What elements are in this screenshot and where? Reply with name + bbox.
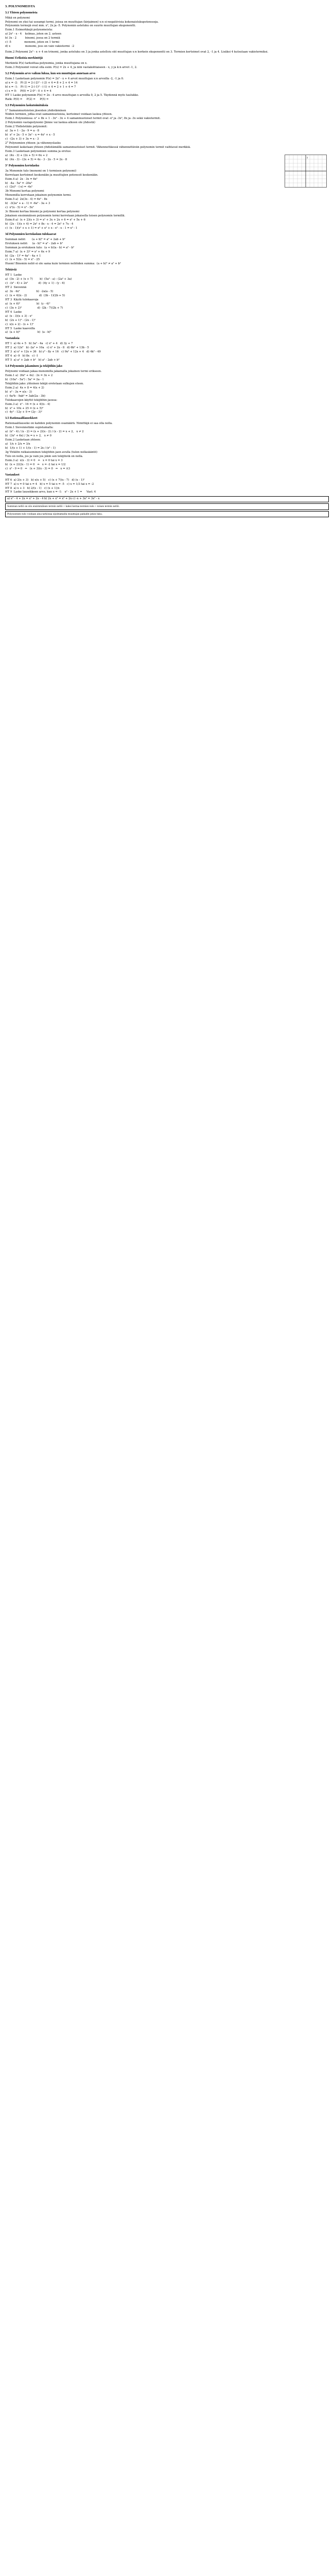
- text-line: Esim.1 Sievennetään supistamalla:: [5, 426, 54, 430]
- text-line: 1° Samanmuotoisten jäsenten yhdistäminen: [5, 109, 66, 112]
- text-line: 2° Polynomien yhteen- ja vähennyslasku: [5, 142, 61, 145]
- text-line: Polynomin termejä ovat mm. x², 2x ja -5. Polynomin asteluku on suurin muuttujan eksponentti.: [5, 24, 136, 28]
- text-line: b) (2a - 1)² = 4a² - 4a + 1: [5, 254, 41, 258]
- text-line: Niiden termien, jotka ovat samanmuotoisia, kertoimet voidaan laskea yhteen.: [5, 113, 113, 116]
- text-line: Tulo on nolla, jos ja vain jos jokin sen tekijöistä on nolla.: [5, 454, 83, 458]
- text-line: a) 1/x + 2/x = 3/x: [5, 443, 30, 446]
- section-heading: 3° Polynomien kertolasku: [5, 164, 40, 167]
- text-line: Esim.5 a) 2x(3x - 4) = 6x² - 8x: [5, 198, 47, 201]
- text-line: HT 4 a) -9 b) 8x c) -1: [5, 354, 39, 358]
- text-line: b) x² + 10x + 25 = (x + 5)²: [5, 406, 44, 410]
- sections-container: [5, 11, 329, 495]
- text-line: HT 4 Laske: [5, 310, 22, 314]
- text-line: a) (x + 6)² b) (y - 4)²: [5, 302, 50, 306]
- section-s34: [5, 104, 329, 162]
- text-line: b) x² - 3x = x(x - 3): [5, 390, 32, 394]
- text-line: c) (x + 4)(x - 2) d) (3b - 1)(2b + 5): [5, 294, 65, 298]
- text-line: 3c Binomi kertaa binomi ja polynomi kertaa polynomi: [5, 210, 80, 214]
- text-line: Esim.1 Polynomissa -x² + 8x + 1 - 3x² - 3x + 4 samanmuotoiset termit ovat -x² ja -3x², 8x ja -3x sekä vakiotermit.: [5, 117, 161, 121]
- coordinate-grid-figure: [285, 155, 327, 188]
- section-heading: 3.3 Polynomien laskutoimituksia: [5, 104, 48, 107]
- text-line: b) (2x + 1)² - (2x - 1)²: [5, 318, 36, 322]
- section-s32: [5, 56, 329, 70]
- text-line: Esim.3 a) x(x - 3) = 0 ⇔ x = 0 tai x = 3: [5, 459, 63, 462]
- text-line: HT 3 a) x² + 12x + 36 b) y² - 8y + 16 c) 9x² + 12x + 4 d) 4k² - 49: [5, 350, 101, 354]
- text-line: Esim.4 a) 2x · 3x = 6x²: [5, 177, 38, 181]
- section-heading: Tehtäviä: [5, 268, 17, 272]
- text-line: b) (x + 2)(2x - 1) = 0 ⇔ x = -2 tai x = 1/2: [5, 463, 66, 466]
- text-line: c) (3x + 2)² d) (2k - 7)(2k + 7): [5, 306, 63, 310]
- text-line: Esim.1 Lasketaan polynomin P(x) = 2x² - x + 4 arvot muuttujan x:n arvoilla -2, -1 ja 0.: [5, 77, 124, 80]
- text-line: 3b Monomi kertaa polynomi: [5, 190, 44, 193]
- text-line: b) (2x - 1)(x + 4) = 2x² + 8x - x - 4 = 2x² + 7x - 4: [5, 222, 74, 226]
- text-line: a) 3a + 1 - 2a - 9 = a - 8: [5, 129, 39, 133]
- text-line: Esim.2 Polynomi 2x³ - x + 4 on trinomi, jonka asteluku on 3 ja jonka astellsiu ekt muuttujan x:n korkein eksponentti on 3. Termien kertoimet ovat 2, -1 ja 4. Lisäksi 4 kutsutaan vakiotermiksi.: [5, 50, 269, 54]
- text-line: b) x² + 2x - 5 + 3x² - x = 4x² + x - 5: [5, 133, 55, 137]
- text-line: HT 2 Sievennä: [5, 286, 27, 290]
- section-s31: [5, 11, 329, 49]
- text-line: a) (3x - 2) + (x + 7) b) (5a² - a) - (2a² + 3a): [5, 278, 72, 281]
- text-line: Ratk: P(0) = P(2) = P(5) =: [5, 97, 49, 101]
- text-line: a) 3x · 4x² b) -2a(a - 5): [5, 290, 54, 294]
- text-line: Esim.7 a) (x + 3)² = x² + 6x + 9: [5, 250, 50, 253]
- text-line: b) (10a³ - 5a²) : 5a² = 2a - 1: [5, 378, 44, 381]
- text-line: Tulokaavojen käyttö tekijöihin jaossa:: [5, 398, 58, 402]
- text-line: Summan neliö: (a + b)² = a² + 2ab + b²: [5, 238, 65, 241]
- text-line: c) x² - 9 = 0 ⇔ (x + 3)(x - 3) = 0 ⇔ x = ±3: [5, 467, 71, 470]
- text-line: c) (x + 5)(x - 5) = x² - 25: [5, 258, 40, 262]
- section-s31b: [5, 50, 329, 55]
- section-heading: 3.4 Polynomin jakaminen ja tekijöihin jako: [5, 365, 63, 368]
- section-heading: 3.2 Polynomin arvo vaikuu lukua, kun sen muuttujan annetaan arvo: [5, 72, 96, 75]
- note-box-2: Polynomien tulo voidaan aina tarkistaa sijoittamalla muuttujan paikalle jokin luku.: [5, 511, 329, 517]
- text-line: Summan ja erotuksen tulo: (a + b)(a - b) = a² - b²: [5, 246, 75, 249]
- text-line: HT 9 Laske lausekkeen arvo, kun x = -1: x² - 2x + 1 = Vast: 4: [5, 490, 96, 494]
- text-line: HT 1 Laske polynomin P(x) = 2x - 4 arvo muuttujan x arvoilla 0, 2 ja 5. Täydennä myös taulukko.: [5, 93, 139, 97]
- syntax-box: a) x² - 4 + 2x = x² + 2x - 4 b) 2x + x² = x² + 2x c) -x + 3x² = 3x² - x: [5, 496, 329, 502]
- text-line: HT 2 a) 12x³ b) -2a² + 10a c) x² + 2x - 8 d) 6b² + 13b - 5: [5, 346, 89, 350]
- section-s310: [5, 416, 329, 471]
- text-line: Erotuksen neliö: (a - b)² = a² - 2ab + b²: [5, 242, 63, 245]
- text-line: Jokainen ensimmäisen polynomin termi kerrotaan jokaisella toisen polynomin termillä.: [5, 214, 126, 218]
- text-line: Esim.1 Esimerkkejä polynomeista:: [5, 28, 53, 32]
- text-line: HT 5 Laske kaavoilla: [5, 327, 35, 330]
- text-line: c) x(x + 2) - (x + 1)²: [5, 323, 34, 326]
- text-line: b) -3(2a² + a - 1) = -6a² - 3a + 3: [5, 202, 50, 206]
- text-line: c) (x - 1)(x² + x + 1) = x³ + x² + x - x² - x - 1 = x³ - 1: [5, 226, 78, 230]
- text-line: Merkintä P(x) tarkoittaa polynomia, jonka muuttujana on x.: [5, 62, 87, 65]
- text-line: b) 3x - 2 binomi, jossa on 2 termiä: [5, 37, 60, 40]
- text-line: Tekijöihin jako: yhteinen tekijä erotetaan sulkujen eteen.: [5, 382, 84, 385]
- section-s35: [5, 164, 329, 231]
- text-line: b) (4x - 3) - (2x + 5) = 4x - 3 - 2x - 5 = 2x - 8: [5, 158, 67, 161]
- section-heading: Vastaukset: [5, 473, 20, 477]
- text-line: c) -(x² - 4) + 2x² d) (4y + 1) - (y - 6): [5, 282, 65, 285]
- note-box-1: Summan neliö on siis ensimmäisen termin neliö + kaksi kertaa termien tulo + toisen termin neliö.: [5, 503, 329, 510]
- text-line: c) 4y² - 12y + 9 = (2y - 3)²: [5, 411, 42, 414]
- text-line: b) 1/(x + 1) + 1/(x - 1) = 2x / (x² - 1): [5, 447, 56, 450]
- text-line: HT 8 a) x + 3 b) 2/(x - 1) c) (x + 1)/x: [5, 486, 60, 490]
- text-line: b) x = -1: P(-1) = 2·(-1)² - (-1) + 4 = 2 + 1 + 4 = 7: [5, 85, 76, 89]
- text-line: d) x monomi, joss on vain vakiotermi -2: [5, 45, 75, 48]
- section-heading: 3.5 Rationaalilausekkeet: [5, 417, 38, 420]
- text-line: Esim.3 Polynomit voivat olla esim. P(x) = 2x + 4, ja niin vastakohtaiseen - x, y ja k:n arvot -1, 2.: [5, 65, 137, 69]
- text-line: Esim.2 Lasketaan yhteen:: [5, 438, 41, 442]
- text-line: Esim.3 a) x² - 16 = (x + 4)(x - 4): [5, 402, 50, 406]
- text-line: Esim.2 Yhdistetään polynomit:: [5, 125, 48, 129]
- text-line: c) x = 0: P(0) = 2·0² - 0 + 4 = 4: [5, 89, 51, 93]
- doc-title: 3. POLYNOMEISTA: [5, 5, 35, 8]
- text-line: a) (x - 3)(x + 3) - x²: [5, 314, 32, 318]
- text-line: c) -5 monomi, joten on 1 termi: [5, 41, 60, 44]
- text-line: Rationaalilauseke on kahden polynomin osamäärä. Nimittäjä ei saa olla nolla.: [5, 422, 113, 426]
- text-line: b) (3x² + 6x) / 3x = x + 2, x ≠ 0: [5, 434, 51, 438]
- text-line: c) x²(x - 5) = x³ - 5x²: [5, 206, 34, 210]
- text-line: 2 Polynomin vastapolynomi (Jänne vai laskua alkoon ole yhdestä): [5, 121, 95, 125]
- section-s33: [5, 72, 329, 102]
- section-heading: 3.1 Yhteen polynomeista: [5, 11, 38, 14]
- text-line: a) (4x - 3) + (2x + 5) = 6x + 2: [5, 154, 48, 157]
- section-heading: Vastauksia: [5, 337, 20, 341]
- text-line: HT 3 Käytä tulokaavoja: [5, 298, 39, 301]
- section-s37: [5, 268, 329, 335]
- text-line: a) x = -2: P(-2) = 2·(-2)² - (-2) + 4 = 8 + 2 + 4 = 14: [5, 81, 78, 84]
- text-line: c) -(2x + 3) + 3x = x - 3: [5, 138, 39, 141]
- text-line: a) (x² - 4) / (x - 2) = (x + 2)(x - 2) / (x - 2) = x + 2, x ≠ 2: [5, 430, 84, 434]
- axis-label-y: y: [307, 157, 308, 159]
- section-s38: [5, 336, 329, 363]
- text-line: a) 2x² - x - 4 kolmas, joten on 2. asteen: [5, 32, 62, 36]
- text-line: Polynomi voidaan jakaa monomilla jakamalla jokainen termi erikseen.: [5, 370, 102, 374]
- text-line: HT 1 a) 4x + 5 b) 3a² - 4a c) x² + 4 d) 3y + 7: [5, 342, 73, 346]
- text-line: b) -4a · 5a² = -20a³: [5, 181, 32, 185]
- text-line: Esim.6 a) (x + 2)(x + 3) = x² + 3x + 2x + 6 = x² + 5x + 6: [5, 218, 85, 222]
- text-line: Monomilla kerrotaan jokainen polynomin termi.: [5, 194, 72, 197]
- text-line: a) (a + b)² b) (a - b)²: [5, 331, 51, 334]
- text-line: Esim.3 Lasketaan polynomien summa ja erotus:: [5, 149, 72, 153]
- text-line: Esim.1 a) (6x² + 4x) : 2x = 3x + 2: [5, 374, 53, 378]
- text-line: Polynomit lasketaan yhteen yhdistämällä samanmuotoiset termit. Vähennettäessä vähennettävän polynomin termit vaihtavat merkkiä.: [5, 145, 191, 149]
- section-heading: 3d Polynomien kertolaskun tulokaavat: [5, 232, 57, 236]
- section-heading: Huom! Erikoisia merkintöjä: [5, 57, 43, 60]
- text-line: Huom! Binomin neliö ei ole sama kuin termien neliöiden summa: (a + b)² ≠ a² + b²: [5, 262, 121, 266]
- text-line: HT 1 Laske: [5, 274, 22, 277]
- section-s36: [5, 232, 329, 267]
- text-line: Mikä on polynomi: [5, 16, 30, 20]
- text-line: 3g Yhtälön ratkaiseminen tekijöihin jaon avulla (tulon nollasääntö): [5, 450, 98, 454]
- text-line: HT 6 a) 2(x + 3) b) x(x + 5) c) (x + 7)(x - 7) d) (x - 1)²: [5, 478, 85, 482]
- section-s311: [5, 473, 329, 495]
- text-line: c) 6a²b - 9ab² = 3ab(2a - 3b): [5, 394, 45, 398]
- text-line: Esim.2 a) 4x + 8 = 4(x + 2): [5, 386, 44, 389]
- text-line: c) (2x)² · (-x) = -4x³: [5, 185, 33, 189]
- text-line: Polynomi on yksi tai useampi termi, joissa on muuttujan (kirjaimen) x:n ei-negatiivisia kokonaislukupotensseja.: [5, 20, 159, 24]
- text-line: 3a Monomin tulo (monomi on 1-termisen polynomi): [5, 169, 77, 173]
- text-line: HT 5 a) a² + 2ab + b² b) a² - 2ab + b²: [5, 359, 60, 362]
- section-s39: [5, 364, 329, 415]
- text-line: Kerrotaan kertoimet keskenään ja muuttujien potenssit keskenään.: [5, 173, 98, 177]
- text-line: HT 7 a) x = 0 tai x = 4 b) x = 5 tai x = -5 c) x = 1/3 tai x = -2: [5, 482, 94, 486]
